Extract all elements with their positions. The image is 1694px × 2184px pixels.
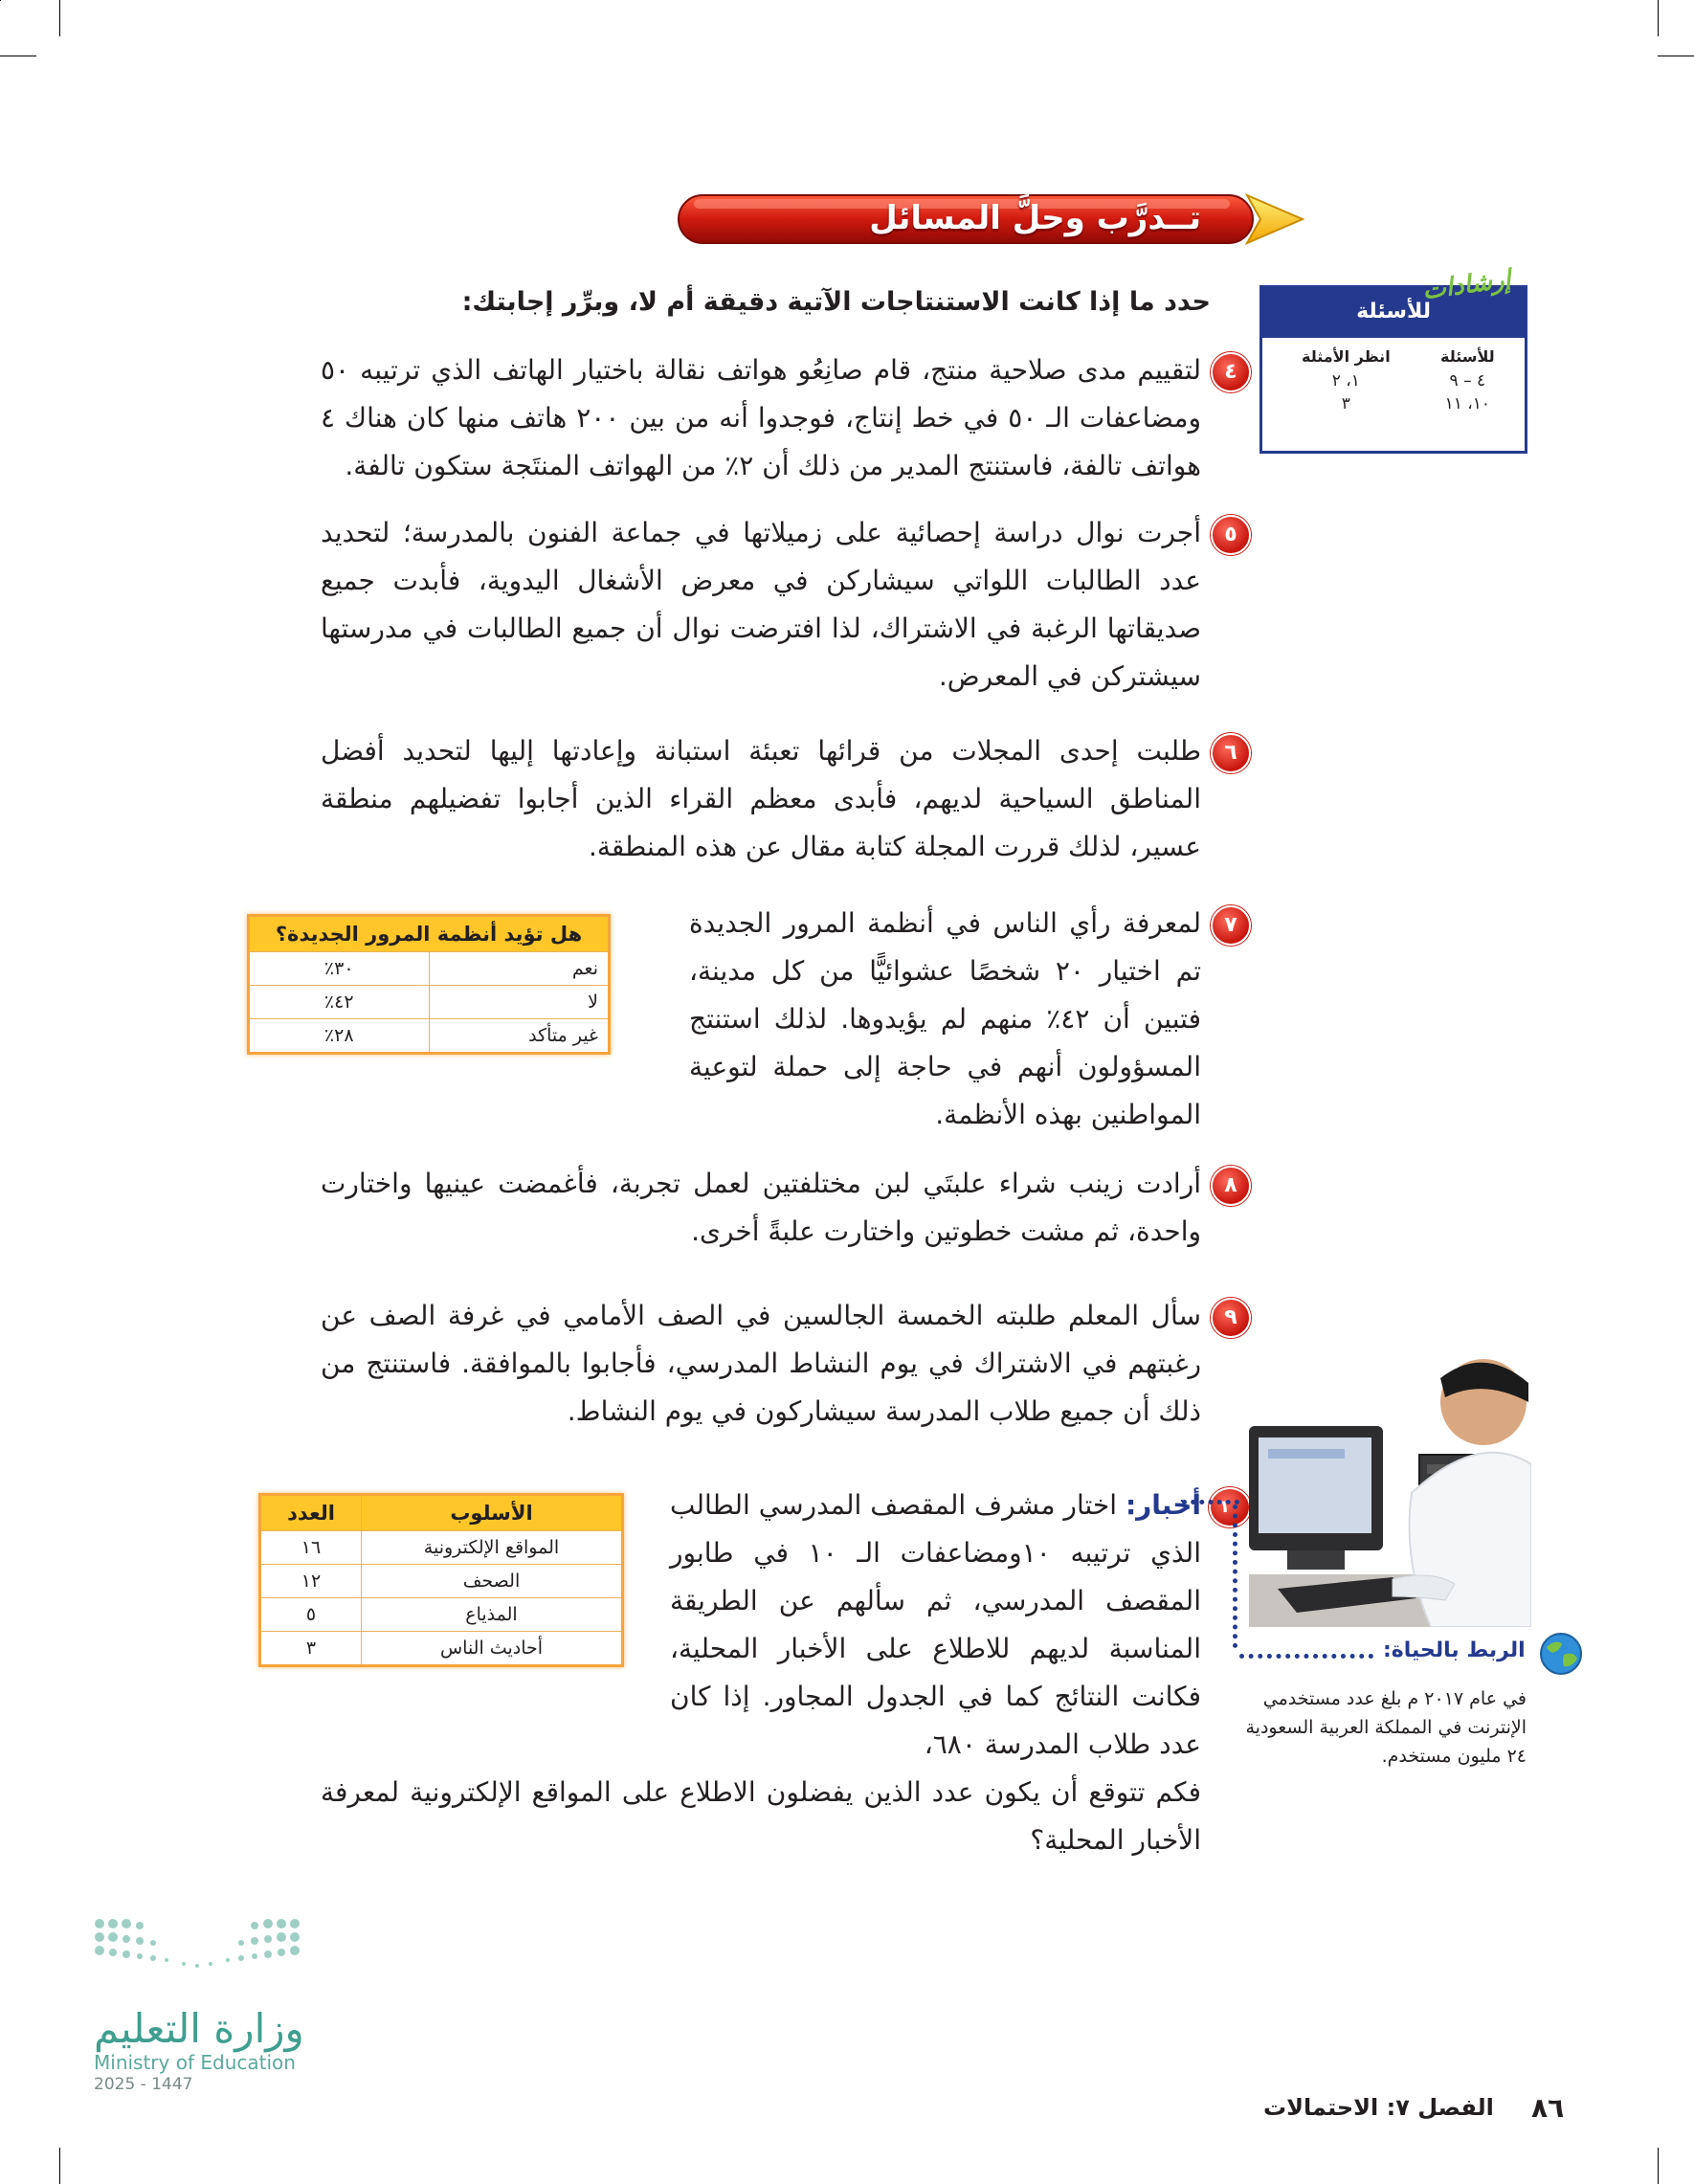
crop-mark (59, 2148, 60, 2184)
dotted-connector (1233, 1504, 1237, 1648)
problem-number: ٧ (1211, 905, 1251, 946)
column-header: العدد (260, 1495, 362, 1531)
problem-number: ٤ (1211, 352, 1251, 392)
table-row (249, 986, 610, 1019)
answer-cell: لا (429, 986, 610, 1019)
problem-number: ١٠ (1209, 1487, 1251, 1527)
ministry-name-arabic: وزارة التعليم (94, 2005, 304, 2052)
page-edge (0, 0, 1, 1)
student-computer-photo (1249, 1349, 1531, 1627)
column-header: انظر الأمثلة (1302, 347, 1391, 366)
answer-cell: غير متأكد (429, 1019, 610, 1054)
news-table (258, 1493, 624, 1667)
examples-cell: ٣ (1341, 394, 1350, 413)
problem-text: لمعرفة رأي الناس في أنظمة المرور الجديدة تم اختيار ٢٠ شخصًا عشوائيًّا من كل مدينة، فتبين أن ٤٢٪ منهم لم يؤيدوها. لذلك استنتج المسؤولون أنهم في حاجة إلى حملة لتوعية المواطنين بهذه الأنظمة. (689, 907, 1201, 1130)
dotted-connector (1239, 1654, 1373, 1659)
crop-mark (1658, 0, 1659, 36)
problem-text: سأل المعلم طلبته الخمسة الجالسين في الصف الأمامي في غرفة الصف عن رغبتهم في الاشتراك في يوم النشاط المدرسي، فأجابوا بالموافقة. فاستنتج من ذلك أن جميع طلاب المدرسة سيشاركون في يوم النشاط. (321, 1300, 1201, 1427)
dotted-connector (1182, 1500, 1239, 1504)
questions-cell: ٤ – ٩ (1449, 371, 1486, 390)
page-number: ٨٦ (1531, 2092, 1565, 2124)
problem-text: اختار مشرف المقصف المدرسي الطالب الذي ترتيبه ١٠ومضاعفات الـ ١٠ في طابور المقصف المدرسي، ثم سألهم عن الطريقة المناسبة لديهم للاطلاع على الأخبار المحلية، فكانت النتائج كما في الجدول المجاور. إذا كان عدد طلاب المدرسة ٦٨٠، (670, 1489, 1201, 1760)
ministry-name-english: Ministry of Education (94, 2051, 296, 2074)
examples-cell: ١، ٢ (1331, 371, 1360, 390)
table-row (249, 952, 610, 986)
problem-text: لتقييم مدى صلاحية منتج، قام صانِعُو هواتف نقالة باختيار الهاتف الذي ترتيبه ٥٠ ومضاعفات الـ ٥٠ في خط إنتاج، فوجدوا أنه من بين ٢٠٠ هاتف منها كان هناك ٤ هواتف تالفة، فاستنتج المدير من ذلك أن ٢٪ من الهواتف المنتَجة ستكون تالفة. (321, 354, 1201, 481)
method-cell: الصحف (362, 1565, 623, 1598)
ministry-logo-icon (92, 1914, 302, 2004)
crop-mark (59, 0, 60, 36)
count-cell: ١٦ (260, 1531, 362, 1565)
hints-title: للأسئلة (1356, 300, 1431, 323)
count-cell: ٥ (260, 1598, 362, 1632)
count-cell: ٣ (260, 1632, 362, 1666)
method-cell: أحاديث الناس (362, 1632, 623, 1666)
problem-7 (689, 900, 1237, 1139)
globe-icon (1539, 1632, 1583, 1680)
table-row (249, 1019, 610, 1054)
method-cell: المذياع (362, 1598, 623, 1632)
problem-number: ٦ (1211, 733, 1251, 773)
problem-number: ٨ (1211, 1166, 1251, 1206)
hints-header (1262, 264, 1525, 338)
column-header: الأسلوب (362, 1495, 623, 1531)
table-row (260, 1531, 623, 1565)
table-row (260, 1632, 623, 1666)
percent-cell: ٣٠٪ (249, 952, 430, 986)
problem-text: فكم تتوقع أن يكون عدد الذين يفضلون الاطلاع على المواقع الإلكترونية لمعرفة الأخبار المحلية؟ (321, 1776, 1201, 1856)
problem-5 (321, 509, 1237, 701)
chapter-title: الفصل ٧: الاحتمالات (1263, 2094, 1494, 2121)
problem-10-continued (321, 1769, 1201, 1864)
questions-cell: ١٠، ١١ (1444, 394, 1491, 413)
table-row (260, 1598, 623, 1632)
problem-text: أجرت نوال دراسة إحصائية على زميلاتها في جماعة الفنون بالمدرسة؛ لتحديد عدد الطالبات اللواتي سيشاركن في معرض الأشغال اليدوية، فأبدت جميع صديقاتها الرغبة في الاشتراك، لذا افترضت نوال أن جميع الطالبات في مدرستها سيشتركن في المعرض. (321, 517, 1201, 692)
instructions: حدد ما إذا كانت الاستنتاجات الآتية دقيقة أم لا، وبرِّر إجابتك: (461, 287, 1211, 317)
problem-4 (321, 346, 1237, 490)
column-header: للأسئلة (1440, 347, 1495, 366)
traffic-table (247, 914, 611, 1055)
section-banner (675, 189, 1306, 249)
problem-6 (321, 727, 1237, 871)
problem-number: ٩ (1211, 1298, 1251, 1338)
ministry-years: 2025 - 1447 (94, 2075, 193, 2094)
problem-text: طلبت إحدى المجلات من قرائها تعبئة استبانة وإعادتها إليها لتحديد أفضل المناطق السياحية لديهم، فأبدى معظم القراء الذين أجابوا تفضيلهم منطقة عسير، لذلك قررت المجلة كتابة مقال عن هذه المنطقة. (321, 735, 1201, 862)
problem-number: ٥ (1211, 515, 1251, 555)
problem-text: أرادت زينب شراء علبتَي لبن مختلفتين لعمل تجربة، فأغمضت عينيها واختارت واحدة، ثم مشت خطوتين واختارت علبةً أخرى. (321, 1168, 1201, 1247)
problem-9 (321, 1292, 1237, 1436)
real-world-title: الربط بالحياة: (1383, 1638, 1526, 1662)
problem-10 (670, 1482, 1240, 1769)
hints-table (1272, 344, 1515, 415)
problem-label: أخبار: (1125, 1489, 1202, 1521)
crop-mark (1658, 2148, 1659, 2184)
traffic-table-title: هل تؤيد أنظمة المرور الجديدة؟ (249, 916, 610, 952)
count-cell: ١٢ (260, 1565, 362, 1598)
table-row (260, 1565, 623, 1598)
answer-cell: نعم (429, 952, 610, 986)
photo-illustration (1249, 1349, 1531, 1627)
method-cell: المواقع الإلكترونية (362, 1531, 623, 1565)
table-row (1272, 369, 1515, 392)
hints-box (1259, 264, 1527, 454)
percent-cell: ٤٢٪ (249, 986, 430, 1019)
hints-tag: إرشادات (1420, 264, 1513, 306)
real-world-text: في عام ٢٠١٧ م بلغ عدد مستخدمي الإنترنت في المملكة العربية السعودية ٢٤ مليون مستخدم. (1245, 1688, 1527, 1767)
problem-8 (321, 1160, 1237, 1256)
table-row (1272, 392, 1515, 415)
percent-cell: ٢٨٪ (249, 1019, 430, 1054)
section-title: تــدرَّب وحلَّ المسائل (869, 199, 1201, 237)
